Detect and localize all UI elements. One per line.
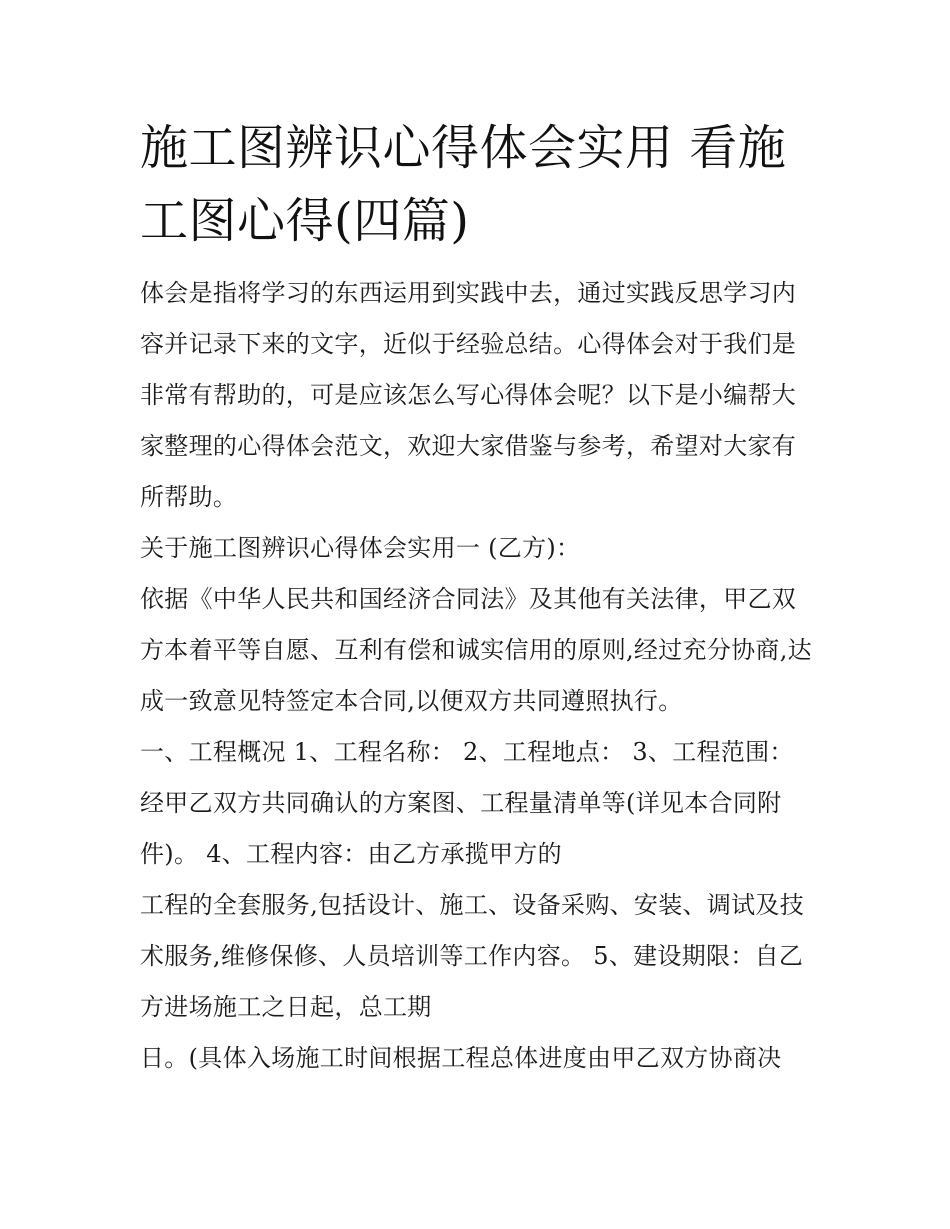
document-title: 施工图辨识心得体会实用 看施工图心得(四篇) bbox=[140, 120, 787, 249]
section-heading: 关于施工图辨识心得体会实用一 (乙方)： bbox=[140, 534, 581, 562]
project-scope-paragraph: 经甲乙双方共同确认的方案图、工程量清单等(详见本合同附件)。 4、工程内容：由乙方承揽甲方的 bbox=[140, 789, 782, 868]
intro-paragraph: 体会是指将学习的东西运用到实践中去，通过实践反思学习内容并记录下来的文字，近似于经验总结。心得体会对于我们是非常有帮助的，可是应该怎么写心得体会呢？以下是小编帮大家整理的心得体会范文，欢迎大家借鉴与参考，希望对大家有所帮助。 bbox=[140, 279, 797, 511]
document-body bbox=[140, 112, 820, 1084]
project-content-paragraph: 工程的全套服务,包括设计、施工、设备采购、安装、调试及技术服务,维修保修、人员培训等工作内容。 5、建设期限：自乙方进场施工之日起，总工期 bbox=[140, 891, 805, 1021]
contract-preamble-paragraph: 依据《中华人民共和国经济合同法》及其他有关法律，甲乙双方本着平等自愿、互利有偿和诚实信用的原则,经过充分协商,达成一致意见特签定本合同,以便双方共同遵照执行。 bbox=[140, 585, 812, 715]
project-overview-line: 一、工程概况 1、工程名称： 2、工程地点： 3、工程范围： bbox=[140, 738, 794, 766]
schedule-paragraph: 日。(具体入场施工时间根据工程总体进度由甲乙双方协商决 bbox=[140, 1044, 782, 1072]
